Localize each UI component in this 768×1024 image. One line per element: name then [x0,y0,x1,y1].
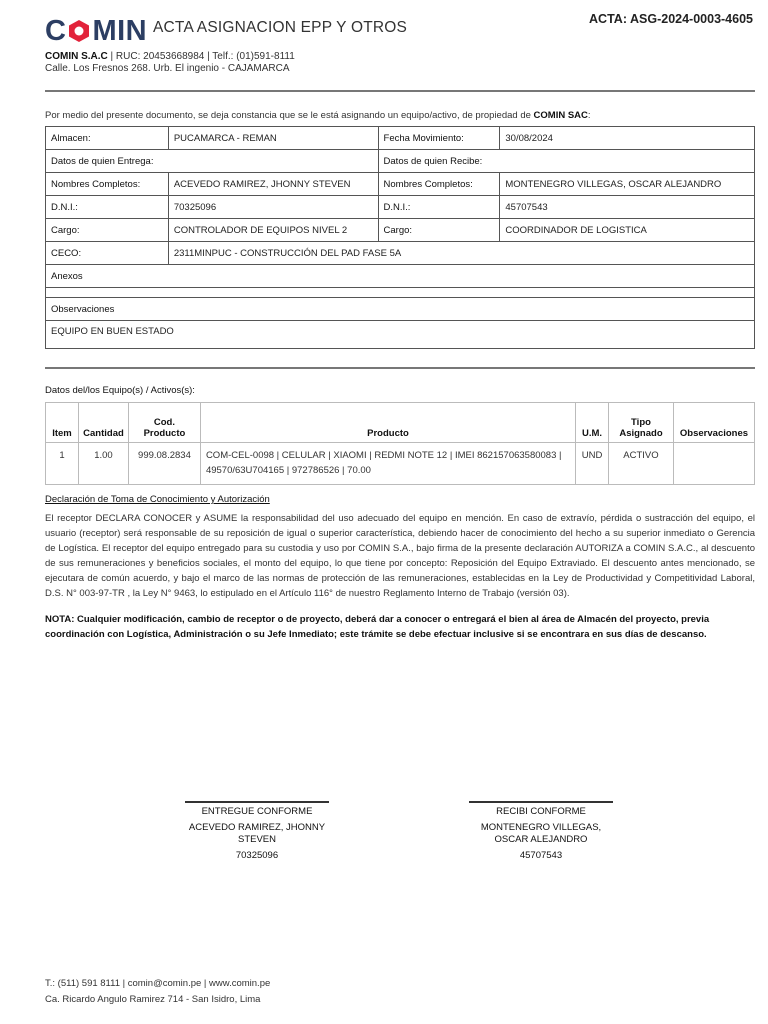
entrega-cargo: CONTROLADOR DE EQUIPOS NIVEL 2 [168,219,378,242]
anexos-label: Anexos [46,265,755,288]
signature-entrega [185,801,329,863]
items-section-title: Datos del/los Equipo(s) / Activos(s): [45,385,195,396]
row-producto: COM-CEL-0098 | CELULAR | XIAOMI | REDMI NOTE 12 | IMEI 862157063580083 | 49570/63U704165 | 972786526 | 70.00 [200,443,575,485]
fecha-value: 30/08/2024 [500,127,755,150]
ceco-label: CECO: [46,242,169,265]
logo-letter-c: C [45,15,67,47]
col-header-producto: Producto [200,403,575,443]
recibe-dni-label: D.N.I.: [378,196,500,219]
logo-letters-min: MIN [92,15,148,47]
intro-body: Por medio del presente documento, se deja constancia que se le está asignando un equipo/activo, de propiedad de [45,110,534,121]
signature-line [469,801,613,803]
logo-mark-icon [67,19,91,43]
entrega-nombres-label: Nombres Completos: [46,173,169,196]
recibe-cargo-label: Cargo: [378,219,500,242]
almacen-label: Almacen: [46,127,169,150]
assignment-info-table [45,126,755,349]
signature-role: ENTREGUE CONFORME [201,806,313,817]
intro-tail: : [587,110,591,121]
document-header [45,14,755,78]
declaration-title: Declaración de Toma de Conocimiento y Autorización [45,494,270,505]
row-tipo: ACTIVO [609,443,674,485]
anexos-value [46,288,755,298]
company-name: COMIN S.A.C [45,51,108,62]
row-um: UND [576,443,609,485]
row-item: 1 [46,443,79,485]
row-observaciones [673,443,754,485]
intro-text [45,110,591,121]
recibe-cargo: COORDINADOR DE LOGISTICA [500,219,755,242]
items-table [45,402,755,485]
document-title: ACTA ASIGNACION EPP Y OTROS [153,19,408,36]
col-header-tipo: Tipo Asignado [609,403,674,443]
intro-owner: COMIN SAC [533,110,588,121]
col-header-cantidad: Cantidad [78,403,128,443]
entrega-dni: 70325096 [168,196,378,219]
recibe-nombre: MONTENEGRO VILLEGAS, OSCAR ALEJANDRO [500,173,755,196]
row-cod-producto: 999.08.2834 [128,443,200,485]
observaciones-value: EQUIPO EN BUEN ESTADO [46,321,755,349]
document-footer [45,976,270,1008]
entrega-dni-label: D.N.I.: [46,196,169,219]
declaration-body: El receptor DECLARA CONOCER y ASUME la responsabilidad del uso adecuado del equipo en mención. En caso de extravío, pérdida o sustracción del equipo, el usuario (receptor) será responsable de su reposición de igual o superior característica, debiendo hacer de conocimiento del hecho a su superior inmediato o Gerencia de Logística. El receptor del equipo entregado para su custodia y uso por COMIN S.A., bajo firma de la presente declaración AUTORIZA a COMIN S.A.C., al descuento de sus remuneraciones y beneficios sociales, el monto del equipo, lo que tiene por concepto: Reposición del Equipo Extraviado. El descuento antes mencionado, se ejecutara de común acuerdo, y bajo el marco de las normas de protección de las remuneraciones, establecidas en la Ley de Productividad y Competitividad Laboral, D.S. N° 003-97-TR , la Ley N° 9463, lo estipulado en el Artículo 116° de nuestro Reglamento Interno de Trabajo (versión 03). [45,513,755,599]
comin-logo [45,16,147,46]
ceco-value: 2311MINPUC - CONSTRUCCIÓN DEL PAD FASE 5A [168,242,754,265]
signature-dni: 45707543 [519,850,563,861]
signature-dni: 70325096 [235,850,279,861]
row-cantidad: 1.00 [78,443,128,485]
declaration-note: NOTA: Cualquier modificación, cambio de receptor o de proyecto, deberá dar a conocer o entregará el bien al área de Almacén del proyecto, previa coordinación con Logística, Administración o su Jefe Inmediato; este trámite se debe efectuar inclusive si se encontrara en sus días de descanso. [45,614,710,640]
fecha-label: Fecha Movimiento: [378,127,500,150]
col-header-um: U.M. [576,403,609,443]
entrega-section-label: Datos de quien Entrega: [46,150,379,173]
almacen-value: PUCAMARCA - REMAN [168,127,378,150]
signature-recibe [469,801,613,863]
observaciones-label: Observaciones [46,298,755,321]
signature-name: ACEVEDO RAMIREZ, JHONNY STEVEN [188,822,326,845]
col-header-observaciones: Observaciones [673,403,754,443]
col-header-cod-producto: Cod. Producto [128,403,200,443]
recibe-section-label: Datos de quien Recibe: [378,150,754,173]
company-ruc-phone: | RUC: 20453668984 | Telf.: (01)591-8111 [107,51,295,62]
recibe-dni: 45707543 [500,196,755,219]
entrega-nombre: ACEVEDO RAMIREZ, JHONNY STEVEN [168,173,378,196]
col-header-item: Item [46,403,79,443]
entrega-cargo-label: Cargo: [46,219,169,242]
recibe-nombres-label: Nombres Completos: [378,173,500,196]
section-divider [45,367,755,369]
company-info [45,51,295,75]
company-address: Calle. Los Fresnos 268. Urb. El ingenio - CAJAMARCA [45,63,290,74]
footer-address: Ca. Ricardo Angulo Ramirez 714 - San Isidro, Lima [45,994,261,1005]
table-row [46,443,755,485]
acta-code: ACTA: ASG-2024-0003-4605 [589,12,753,26]
signature-role: RECIBI CONFORME [496,806,586,817]
signature-name: MONTENEGRO VILLEGAS, OSCAR ALEJANDRO [480,822,602,845]
signature-line [185,801,329,803]
footer-contact: T.: (511) 591 8111 | comin@comin.pe | www.comin.pe [45,978,271,989]
header-divider [45,90,755,92]
